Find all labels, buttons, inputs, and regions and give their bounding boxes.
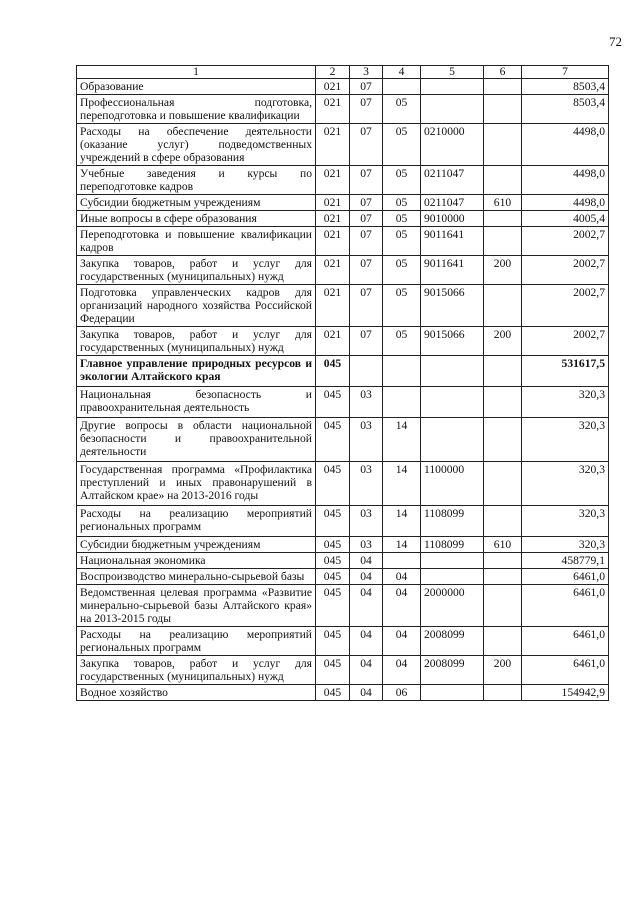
chapter-code-cell: 07 bbox=[350, 166, 383, 195]
chapter-code-cell: 04 bbox=[350, 627, 383, 656]
amount-cell: 8503,4 bbox=[522, 79, 609, 95]
header-cell: 6 bbox=[484, 66, 522, 79]
header-cell: 5 bbox=[421, 66, 484, 79]
target-article-cell bbox=[421, 418, 484, 462]
section-code-cell: 045 bbox=[316, 537, 350, 553]
table-row bbox=[77, 685, 609, 701]
expense-type-cell: 200 bbox=[484, 327, 522, 356]
row-name-cell: Субсидии бюджетным учреждениям bbox=[77, 195, 316, 211]
amount-cell: 4498,0 bbox=[522, 124, 609, 166]
header-cell: 4 bbox=[383, 66, 421, 79]
section-code-cell: 021 bbox=[316, 227, 350, 256]
table-row bbox=[77, 79, 609, 95]
header-cell: 7 bbox=[522, 66, 609, 79]
subsection-code-cell: 05 bbox=[383, 327, 421, 356]
amount-cell: 6461,0 bbox=[522, 627, 609, 656]
target-article-cell: 1108099 bbox=[421, 537, 484, 553]
chapter-code-cell: 07 bbox=[350, 124, 383, 166]
subsection-code-cell: 05 bbox=[383, 211, 421, 227]
target-article-cell: 1100000 bbox=[421, 462, 484, 506]
amount-cell: 2002,7 bbox=[522, 327, 609, 356]
section-code-cell: 021 bbox=[316, 285, 350, 327]
subsection-code-cell: 14 bbox=[383, 537, 421, 553]
subsection-code-cell: 05 bbox=[383, 95, 421, 124]
row-name-cell: Национальная безопасность и правоохранительная деятельность bbox=[77, 387, 316, 418]
table-row bbox=[77, 462, 609, 506]
target-article-cell bbox=[421, 553, 484, 569]
chapter-code-cell: 07 bbox=[350, 256, 383, 285]
amount-cell: 320,3 bbox=[522, 462, 609, 506]
subsection-code-cell: 06 bbox=[383, 685, 421, 701]
target-article-cell: 0210000 bbox=[421, 124, 484, 166]
amount-cell: 4498,0 bbox=[522, 166, 609, 195]
expense-type-cell bbox=[484, 585, 522, 627]
subsection-code-cell: 05 bbox=[383, 256, 421, 285]
target-article-cell: 2008099 bbox=[421, 656, 484, 685]
table-row bbox=[77, 285, 609, 327]
amount-cell: 154942,9 bbox=[522, 685, 609, 701]
subsection-code-cell: 14 bbox=[383, 506, 421, 537]
section-code-cell: 045 bbox=[316, 356, 350, 387]
subsection-code-cell: 05 bbox=[383, 227, 421, 256]
amount-cell: 2002,7 bbox=[522, 227, 609, 256]
expense-type-cell bbox=[484, 553, 522, 569]
subsection-code-cell: 05 bbox=[383, 195, 421, 211]
expense-type-cell bbox=[484, 387, 522, 418]
amount-cell: 531617,5 bbox=[522, 356, 609, 387]
chapter-code-cell: 07 bbox=[350, 285, 383, 327]
section-code-cell: 045 bbox=[316, 569, 350, 585]
subsection-code-cell: 05 bbox=[383, 124, 421, 166]
target-article-cell bbox=[421, 79, 484, 95]
section-code-cell: 021 bbox=[316, 195, 350, 211]
expense-type-cell bbox=[484, 418, 522, 462]
subsection-code-cell bbox=[383, 356, 421, 387]
expense-type-cell bbox=[484, 79, 522, 95]
row-name-cell: Закупка товаров, работ и услуг для государственных (муниципальных) нужд bbox=[77, 256, 316, 285]
row-name-cell: Субсидии бюджетным учреждениям bbox=[77, 537, 316, 553]
table-row bbox=[77, 506, 609, 537]
amount-cell: 458779,1 bbox=[522, 553, 609, 569]
subsection-code-cell: 05 bbox=[383, 285, 421, 327]
amount-cell: 320,3 bbox=[522, 506, 609, 537]
row-name-cell: Иные вопросы в сфере образования bbox=[77, 211, 316, 227]
expense-type-cell: 610 bbox=[484, 195, 522, 211]
row-name-cell: Расходы на реализацию мероприятий региональных программ bbox=[77, 627, 316, 656]
chapter-code-cell: 03 bbox=[350, 506, 383, 537]
chapter-code-cell: 07 bbox=[350, 79, 383, 95]
target-article-cell: 9011641 bbox=[421, 227, 484, 256]
subsection-code-cell: 04 bbox=[383, 585, 421, 627]
target-article-cell: 0211047 bbox=[421, 195, 484, 211]
row-name-cell: Водное хозяйство bbox=[77, 685, 316, 701]
subsection-code-cell: 14 bbox=[383, 462, 421, 506]
amount-cell: 4498,0 bbox=[522, 195, 609, 211]
row-name-cell: Ведомственная целевая программа «Развитие минерально-сырьевой базы Алтайского края» на 2013-2015 годы bbox=[77, 585, 316, 627]
amount-cell: 320,3 bbox=[522, 418, 609, 462]
target-article-cell: 9015066 bbox=[421, 285, 484, 327]
expense-type-cell: 200 bbox=[484, 656, 522, 685]
target-article-cell: 9011641 bbox=[421, 256, 484, 285]
subsection-code-cell: 14 bbox=[383, 418, 421, 462]
section-code-cell: 045 bbox=[316, 387, 350, 418]
section-code-cell: 021 bbox=[316, 95, 350, 124]
target-article-cell: 9015066 bbox=[421, 327, 484, 356]
amount-cell: 2002,7 bbox=[522, 256, 609, 285]
row-name-cell: Национальная экономика bbox=[77, 553, 316, 569]
table-row bbox=[77, 356, 609, 387]
chapter-code-cell: 04 bbox=[350, 553, 383, 569]
expense-type-cell bbox=[484, 124, 522, 166]
row-name-cell: Воспроизводство минерально-сырьевой базы bbox=[77, 569, 316, 585]
amount-cell: 6461,0 bbox=[522, 569, 609, 585]
expense-type-cell bbox=[484, 285, 522, 327]
table-row bbox=[77, 553, 609, 569]
expense-type-cell bbox=[484, 356, 522, 387]
target-article-cell bbox=[421, 569, 484, 585]
expense-type-cell bbox=[484, 227, 522, 256]
row-name-cell: Закупка товаров, работ и услуг для государственных (муниципальных) нужд bbox=[77, 327, 316, 356]
table-row bbox=[77, 627, 609, 656]
amount-cell: 320,3 bbox=[522, 537, 609, 553]
table-row bbox=[77, 227, 609, 256]
expense-type-cell bbox=[484, 506, 522, 537]
row-name-cell: Образование bbox=[77, 79, 316, 95]
table-row bbox=[77, 195, 609, 211]
subsection-code-cell: 04 bbox=[383, 569, 421, 585]
subsection-code-cell: 05 bbox=[383, 166, 421, 195]
chapter-code-cell: 07 bbox=[350, 195, 383, 211]
table-row bbox=[77, 585, 609, 627]
chapter-code-cell: 04 bbox=[350, 569, 383, 585]
amount-cell: 8503,4 bbox=[522, 95, 609, 124]
section-code-cell: 045 bbox=[316, 685, 350, 701]
section-code-cell: 045 bbox=[316, 418, 350, 462]
target-article-cell: 2000000 bbox=[421, 585, 484, 627]
expense-type-cell bbox=[484, 569, 522, 585]
chapter-code-cell: 03 bbox=[350, 537, 383, 553]
amount-cell: 4005,4 bbox=[522, 211, 609, 227]
section-code-cell: 021 bbox=[316, 79, 350, 95]
chapter-code-cell: 07 bbox=[350, 95, 383, 124]
expense-type-cell: 610 bbox=[484, 537, 522, 553]
table-row bbox=[77, 166, 609, 195]
table-row bbox=[77, 537, 609, 553]
section-code-cell: 045 bbox=[316, 553, 350, 569]
subsection-code-cell bbox=[383, 387, 421, 418]
amount-cell: 6461,0 bbox=[522, 585, 609, 627]
chapter-code-cell: 03 bbox=[350, 462, 383, 506]
section-code-cell: 021 bbox=[316, 166, 350, 195]
chapter-code-cell: 07 bbox=[350, 227, 383, 256]
budget-table bbox=[76, 65, 609, 701]
chapter-code-cell: 04 bbox=[350, 685, 383, 701]
table-row bbox=[77, 387, 609, 418]
subsection-code-cell bbox=[383, 79, 421, 95]
amount-cell: 320,3 bbox=[522, 387, 609, 418]
target-article-cell bbox=[421, 685, 484, 701]
section-code-cell: 045 bbox=[316, 585, 350, 627]
subsection-code-cell: 04 bbox=[383, 656, 421, 685]
chapter-code-cell: 03 bbox=[350, 387, 383, 418]
row-name-cell: Другие вопросы в области национальной безопасности и правоохранительной деятельности bbox=[77, 418, 316, 462]
chapter-code-cell: 04 bbox=[350, 585, 383, 627]
section-code-cell: 021 bbox=[316, 124, 350, 166]
row-name-cell: Учебные заведения и курсы по переподготовке кадров bbox=[77, 166, 316, 195]
row-name-cell: Закупка товаров, работ и услуг для государственных (муниципальных) нужд bbox=[77, 656, 316, 685]
amount-cell: 2002,7 bbox=[522, 285, 609, 327]
target-article-cell: 9010000 bbox=[421, 211, 484, 227]
target-article-cell: 1108099 bbox=[421, 506, 484, 537]
section-code-cell: 021 bbox=[316, 327, 350, 356]
section-code-cell: 045 bbox=[316, 462, 350, 506]
row-name-cell: Главное управление природных ресурсов и экологии Алтайского края bbox=[77, 356, 316, 387]
header-cell: 3 bbox=[350, 66, 383, 79]
chapter-code-cell bbox=[350, 356, 383, 387]
target-article-cell bbox=[421, 387, 484, 418]
expense-type-cell bbox=[484, 462, 522, 506]
chapter-code-cell: 07 bbox=[350, 327, 383, 356]
subsection-code-cell bbox=[383, 553, 421, 569]
section-code-cell: 045 bbox=[316, 656, 350, 685]
header-cell: 2 bbox=[316, 66, 350, 79]
expense-type-cell bbox=[484, 211, 522, 227]
expense-type-cell bbox=[484, 166, 522, 195]
expense-type-cell bbox=[484, 627, 522, 656]
expense-type-cell: 200 bbox=[484, 256, 522, 285]
target-article-cell bbox=[421, 356, 484, 387]
section-code-cell: 045 bbox=[316, 627, 350, 656]
expense-type-cell bbox=[484, 95, 522, 124]
section-code-cell: 045 bbox=[316, 506, 350, 537]
row-name-cell: Переподготовка и повышение квалификации кадров bbox=[77, 227, 316, 256]
table-row bbox=[77, 211, 609, 227]
table-row bbox=[77, 256, 609, 285]
subsection-code-cell: 04 bbox=[383, 627, 421, 656]
target-article-cell: 0211047 bbox=[421, 166, 484, 195]
table-row bbox=[77, 569, 609, 585]
table-row bbox=[77, 656, 609, 685]
section-code-cell: 021 bbox=[316, 256, 350, 285]
page-number: 72 bbox=[609, 34, 622, 49]
expense-type-cell bbox=[484, 685, 522, 701]
chapter-code-cell: 04 bbox=[350, 656, 383, 685]
table-row bbox=[77, 124, 609, 166]
chapter-code-cell: 07 bbox=[350, 211, 383, 227]
table-header-row bbox=[77, 66, 609, 79]
table-row bbox=[77, 418, 609, 462]
amount-cell: 6461,0 bbox=[522, 656, 609, 685]
header-cell: 1 bbox=[77, 66, 316, 79]
row-name-cell: Государственная программа «Профилактика преступлений и иных правонарушений в Алтайском крае» на 2013-2016 годы bbox=[77, 462, 316, 506]
row-name-cell: Профессиональная подготовка, переподготовка и повышение квалификации bbox=[77, 95, 316, 124]
row-name-cell: Подготовка управленческих кадров для организаций народного хозяйства Российской Федерации bbox=[77, 285, 316, 327]
section-code-cell: 021 bbox=[316, 211, 350, 227]
target-article-cell: 2008099 bbox=[421, 627, 484, 656]
chapter-code-cell: 03 bbox=[350, 418, 383, 462]
table-row bbox=[77, 95, 609, 124]
row-name-cell: Расходы на реализацию мероприятий региональных программ bbox=[77, 506, 316, 537]
row-name-cell: Расходы на обеспечение деятельности (оказание услуг) подведомственных учреждений в сфере образования bbox=[77, 124, 316, 166]
table-row bbox=[77, 327, 609, 356]
target-article-cell bbox=[421, 95, 484, 124]
